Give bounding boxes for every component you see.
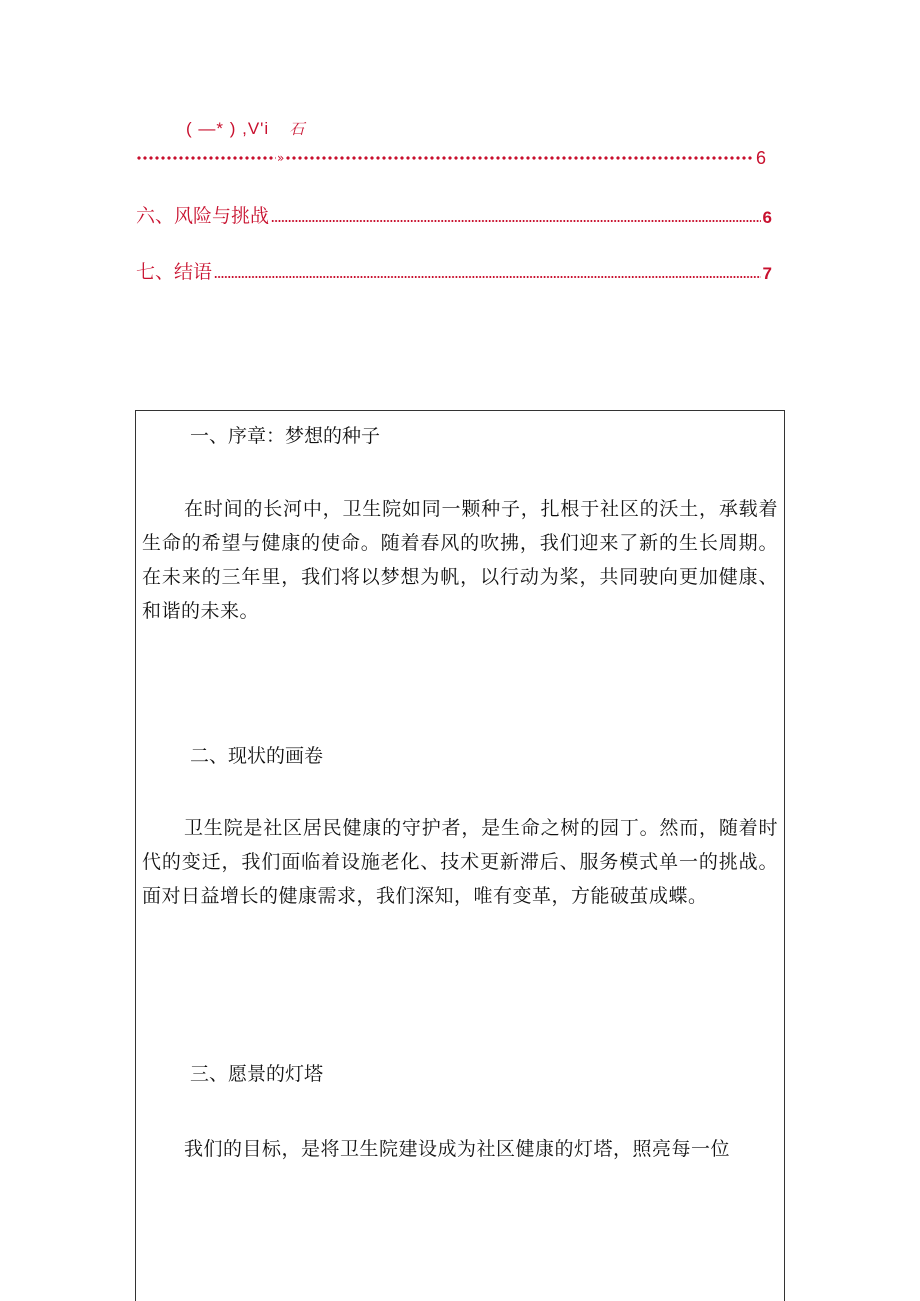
section-body-status: 卫生院是社区居民健康的守护者，是生命之树的园丁。然而，随着时代的变迁，我们面临着设施老化、技术更新滞后、服务模式单一的挑战。面对日益增长的健康需求，我们深知，唯有变革，方能破茧成蝶。 [142, 817, 778, 907]
toc-page-number: 6 [762, 208, 772, 227]
toc-entry-conclusion[interactable] [136, 252, 772, 282]
document-body-frame [135, 410, 785, 1301]
toc-page-number: 6 [755, 147, 766, 168]
toc-leader-row[interactable] [136, 146, 766, 170]
toc-leader-dots [271, 219, 761, 223]
toc-leader-separator: » [277, 151, 285, 165]
section-body-vision: 我们的目标，是将卫生院建设成为社区健康的灯塔，照亮每一位 [184, 1138, 731, 1160]
table-of-contents [0, 0, 920, 300]
toc-leader-dots [214, 275, 761, 279]
section-heading-status: 二、现状的画卷 [190, 745, 324, 767]
section-body-prologue: 在时间的长河中，卫生院如同一颗种子，扎根于社区的沃土，承载着生命的希望与健康的使命。随着春风的吹拂，我们迎来了新的生长周期。在未来的三年里，我们将以梦想为帆，以行动为桨，共同驶向更加健康、和谐的未来。 [142, 498, 778, 622]
toc-leader-dots [136, 156, 276, 160]
toc-leader-dots [285, 156, 754, 160]
toc-page-number: 7 [762, 264, 772, 283]
toc-entry-garbled[interactable] [186, 118, 305, 139]
section-heading-prologue: 一、序章：梦想的种子 [190, 425, 381, 447]
toc-entry-label: 七、结语 [136, 261, 213, 283]
toc-entry-label: 六、风险与挑战 [136, 205, 270, 227]
toc-entry-garbled-tail: 石 [289, 121, 306, 138]
toc-entry-garbled-text: ( —* ) ,V'i [186, 119, 270, 138]
toc-entry-risks[interactable] [136, 196, 772, 226]
section-heading-vision: 三、愿景的灯塔 [190, 1063, 324, 1085]
